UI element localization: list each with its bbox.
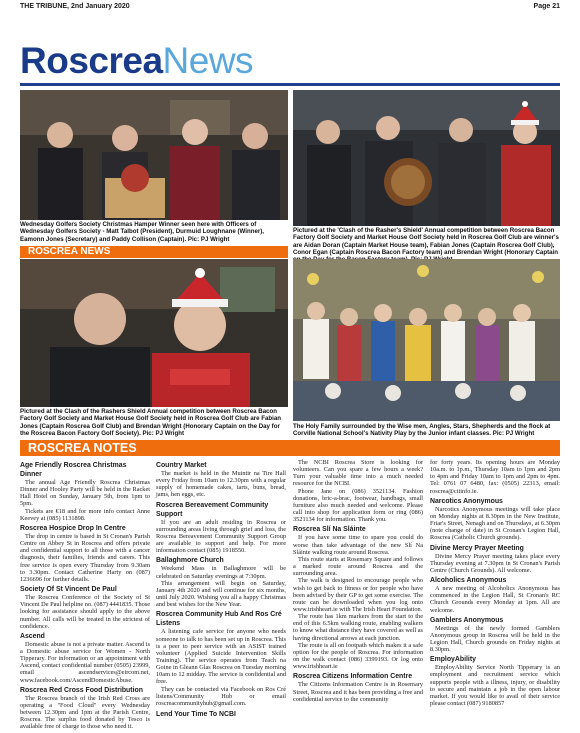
photo-caption: The Holy Family surrounded by the Wise men, Angles, Stars, Shepherds and the flock at Corville National School's Nativity Play by the Junior infant classes. Pic: PJ Wright [293, 423, 551, 438]
notice-heading: Roscrea Red Cross Food Distribution [20, 686, 143, 694]
notice-text: The walk is designed to encourage people who wish to get back to fitness or for people who have been advised by their GP to get some exercise. The route can be downloaded when you log onto www.irishheart.ie with The Irish Heart Foundation. [293, 577, 423, 613]
notice-text: The route has 1km markers from the start to the end of this 6.5km walking route, enabling walkers to know what distance they have covered as well as having directional arrows at each junction. [293, 613, 423, 642]
roscrea-notes-banner [20, 440, 560, 456]
publication-date: THE TRIBUNE, 2nd January 2020 [20, 3, 130, 10]
banner-title: ROSCREA NEWS [28, 246, 111, 257]
notice-text: The annual Age Friendly Roscrea Christmas Dinner and Hooley Party will be held in the Racket Hall Hotel on Sunday, January 5th, from 1pm to 5pm. [20, 479, 150, 508]
notice-heading: Alcoholics Anonymous [430, 577, 507, 585]
notice-heading: Roscrea Community Hub And Ros Cré Listens [156, 611, 282, 628]
notice-heading: Lend Your Time To NCBI [156, 711, 236, 719]
notice-heading: Ascend [20, 632, 45, 640]
notes-column-1 [20, 459, 150, 729]
masthead-rule [20, 83, 560, 86]
notice-heading: Gamblers Anonymous [430, 616, 504, 624]
roscrea-news-banner [20, 246, 288, 258]
notice-heading: Roscrea Bereavement Community Support [156, 501, 269, 518]
nativity-photo-image [293, 259, 560, 421]
notice-text: Weekend Mass in Ballaghmore will be celebrated on Saturday evenings at 7:30pm. [156, 565, 286, 580]
shield-pair-photo-image [20, 259, 288, 407]
notice-text: A listening cafe service for anyone who needs someone to talk to has been set up in Roscrea. This is a peer to peer service with an ASIST trained volunteer (Applied Suicide Intervention Skills Training). The service operates from Teach na Goine in Gleann Glas Roscrea on Tuesday morning 10am to 12 midday. The service is confidential and free. [156, 628, 286, 686]
notice-text: The NCBI Roscrea Store is looking for volunteers. Can you spare a few hours a week? Turn your valuable time into a much needed resource for the NCBI. [293, 459, 423, 488]
notice-text: Meetings of the newly formed Gamblers Anonymous group in Roscrea will be held in the Legion Hall, Church grounds on Friday nights at 8.30pm. [430, 624, 560, 654]
photo-rashers-shield-group [293, 90, 560, 226]
masthead-roscrea: Roscrea [20, 40, 163, 81]
notice-heading: Roscrea Slí Na Sláinte [293, 526, 366, 534]
notes-column-2 [156, 459, 286, 729]
notice-heading: Divine Mercy Prayer Meeting [430, 544, 524, 552]
masthead-news: News [162, 40, 254, 81]
notes-column-3 [293, 459, 423, 729]
page-number: Page 21 [533, 3, 560, 10]
notice-heading: EmployAbility [430, 656, 476, 664]
section-masthead [20, 42, 253, 79]
notice-heading: Country Market [156, 462, 207, 469]
notice-text: The market is held in the Muintir na Tire Hall every Friday from 10am to 12.30pm with a regular supply of homemade cakes, tarts, buns, bread, jams, hen eggs, etc. [156, 470, 286, 499]
notice-text: If you are an adult residing in Roscrea or surrounding areas living through grief and loss, the Roscrea Bereavement Community Support Group are available to support and help. For more information contact (085) 1918550. [156, 518, 286, 555]
notice-text: If you have some time to spare you could do worse than take advantage of the new Slí Na Sláinte walking route around Roscrea. [293, 534, 423, 556]
notice-text: Domestic abuse is not a private matter. Ascend is a Domestic abuse service for Women - North Tipperary. For information or an appointment with Ascend, contact confidential number (0505) 23999, email ascendservices@eircom.net, www.facebook.com/AscendDomesticAbuse. [20, 640, 150, 684]
notice-heading: Society Of St Vincent De Paul [20, 586, 117, 594]
notice-heading: Narcotics Anonymous [430, 497, 503, 505]
notice-text: Divine Mercy Prayer meeting takes place every Thursday evening at 7.30pm in St Cronan's Parish Centre (Church Grounds). All welcome. [430, 552, 560, 574]
notes-column-4 [430, 459, 560, 729]
photo-caption: Pictured at the 'Clash of the Rasher's Shield' Annual competition between Roscrea Bacon Factory Golf Society and Market House Golf Society held in Roscrea Golf Club are winner's are Aidan Doran (Captain Market House team), Fabian Jones (Captain Roscrea Golf Club), Conor Egan (Captain Roscrea Bacon Factory team) and Brendan Wright (Honorary Captain [293, 227, 559, 256]
notice-text: for forty years. Its opening hours are Monday 10a.m. to 1p.m., Thursday 10am to 1pm and 2pm to 4pm and Friday 10am to 1pm and 2pm to 4pm. Tel: 0761 07 6480, fax: (0505) 22313, email: roscrea@citinfo.ie. [430, 459, 560, 495]
notice-text: This route starts at Rosemary Square and follows a marked route around Roscrea and the surrounding area. [293, 555, 423, 578]
photo-golf-hamper [20, 90, 288, 220]
notice-heading: Roscrea Citizens Information Centre [293, 673, 413, 681]
notice-heading: Roscrea Hospice Drop In Centre [20, 524, 126, 532]
notice-text: The Roscrea Conference of the Society of St Vincent De Paul helpline no. (087) 4441835. Those looking for assistance should apply to the above number. All calls will be treated in the strictest of confidence. [20, 594, 150, 630]
notice-text: The route is all on footpath which makes it a safe option for the people of Roscrea. For information on the walk contact (086) 3399193. Or log onto www.irishheart.ie [293, 641, 423, 671]
notice-text: This arrangement will begin on Saturday, January 4th 2020 and will continue for six months, until July 2020. Wishing you all a happy Christmas and best wishes for the New Year. [156, 579, 286, 609]
notice-text: Phone Jane on (086) 3521134. Fashion donations, bric-a-brac, footwear, handbags, small furniture also much needed and welcome. Please call into shop for application form or ring (086) 3521134 for information. Thank you. [293, 487, 423, 524]
notice-text: Narcotics Anonymous meetings will take place on Monday nights at 8.30pm in the New Institute, Friar's Street, Nenagh and on Thursdays, at 6.30pm (note change of date) in St Cronan's Legion Hall, Roscrea (Catholic Church grounds). [430, 505, 560, 542]
golfers-photo-image [20, 90, 288, 220]
notice-text: EmployAbility Service North Tipperary is an employment and recruitment service which supports people with a illness, injury, or disability to secure and maintain a job in the open labour market. If you would like to avail of their service please contact (087) 9180857 [430, 664, 560, 708]
notice-text: The drop in centre is based in St Cronan's Parish Centre on Abbey St in Roscrea and offers private and confidential support to all those with a cancer diagnosis, their families, friends and carers. This free service is open every Thursday from 9.30am to 3.30pm. Contact Catherine Harty on (087) 1236696 for further details. [20, 532, 150, 583]
page-header-strip [20, 3, 560, 13]
notice-text: The Roscrea branch of the Irish Red Cross are operating a "Food Cloud" every Wednesday between 12.30pm and 1pm at the Parish Centre, Roscrea. The surplus food donated by Tesco is available free of charge to those who need it. [20, 694, 150, 731]
photo-rashers-shield-pair [20, 259, 288, 407]
shield-group-photo-image [293, 90, 560, 226]
notice-text: A new meeting of Alcoholics Anonymous has commenced in the Legion Hall, St Cronan's RC Church Grounds every Monday at 1pm. All are welcome. [430, 585, 560, 614]
notice-heading: Age Friendly Roscrea Christmas Dinner [20, 462, 127, 478]
banner-title: ROSCREA NOTES [28, 441, 137, 455]
notice-text: They can be contacted via Facebook on Ros Cré listens/Community Hub or email roscreacommunityhub@gmail.com. [156, 685, 286, 707]
photo-caption: Pictured at the Clash of the Rashers Shield Annual competition between Roscrea Bacon Factory Golf Society and Market House Golf Society held in Roscrea Golf Club are Fabian Jones (Captain Roscrea Golf Club) and Brendan Wright (Honorary Captain on the Day for the Roscrea Bacon Factory Golf Society). Pic: PJ Wright [20, 408, 282, 437]
photo-nativity-play [293, 259, 560, 421]
photo-caption: Wednesday Golfers Society Christmas Hamper Winner seen here with Officers of Wednesday Golfers Society - Matt Talbot (President), Durmuid Loughnane (Winner), Eamonn Jones (Secretary) and Paddy Collison (Captain). Pic: PJ Wright [20, 221, 264, 243]
notice-heading: Ballaghmore Church [156, 557, 224, 565]
notice-text: The Citizens Information Centre is in Rosemary Street, Roscrea and it has been providing a free and confidential service to the community [293, 681, 423, 703]
notice-text: Tickets are €18 and for more info contact Anne Keevey at (085) 1131898. [20, 507, 150, 522]
